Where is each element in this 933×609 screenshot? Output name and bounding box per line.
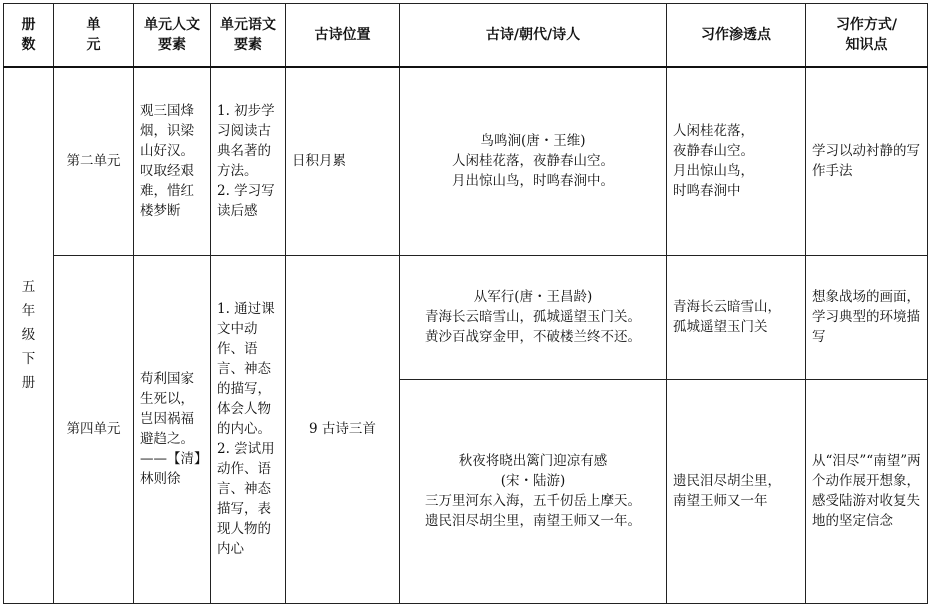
header-writing-method: 习作方式/ 知识点 — [806, 4, 928, 68]
header-theme-language: 单元语文 要素 — [211, 4, 286, 68]
unit-humanity: 观三国烽烟，识梁山好汉。叹取经艰难，惜红楼梦断 — [134, 67, 211, 255]
writing-point: 遗民泪尽胡尘里， 南望王师又一年 — [667, 379, 806, 603]
grade-char: 五 — [21, 279, 36, 296]
poem-info — [400, 67, 667, 255]
header-row — [4, 4, 928, 68]
poem-info — [400, 379, 667, 603]
poem-title: 从军行(唐・王昌龄) — [473, 289, 593, 305]
writing-method: 想象战场的画面，学习典型的环境描写 — [806, 255, 928, 379]
writing-method: 从“泪尽”“南望”两个动作展开想象，感受陆游对收复失地的坚定信念 — [806, 379, 928, 603]
header-unit: 单 元 — [54, 4, 134, 68]
poem-subtitle: (宋・陆游) — [500, 473, 566, 489]
unit-language: 1. 通过课文中动作、语言、神态的描写，体会人物的内心。 2. 尝试用动作、语言、神态描写，表现人物的内心 — [211, 255, 286, 603]
grade-char: 年 — [21, 303, 36, 320]
poem-position: 9 古诗三首 — [286, 255, 400, 603]
header-theme-humanity: 单元人文 要素 — [134, 4, 211, 68]
poem-line: 黄沙百战穿金甲，不破楼兰终不还。 — [425, 329, 641, 345]
unit-language: 1. 初步学习阅读古典名著的方法。 2. 学习写读后感 — [211, 67, 286, 255]
writing-method: 学习以动衬静的写作手法 — [806, 67, 928, 255]
unit-name: 第二单元 — [54, 67, 134, 255]
poem-info — [400, 255, 667, 379]
table-row — [4, 67, 928, 255]
poem-line: 青海长云暗雪山，孤城遥望玉门关。 — [425, 309, 641, 325]
writing-point: 人闲桂花落， 夜静春山空。 月出惊山鸟， 时鸣春涧中 — [667, 67, 806, 255]
grade-cell — [4, 67, 54, 603]
poem-line: 遗民泪尽胡尘里，南望王师又一年。 — [425, 513, 641, 529]
unit-name: 第四单元 — [54, 255, 134, 603]
header-poem-position: 古诗位置 — [286, 4, 400, 68]
poem-title: 鸟鸣涧(唐・王维) — [480, 133, 586, 150]
writing-point: 青海长云暗雪山， 孤城遥望玉门关 — [667, 255, 806, 379]
table-row — [4, 255, 928, 379]
grade-char: 下 — [21, 351, 36, 368]
poem-line: 三万里河东入海，五千仞岳上摩天。 — [425, 493, 641, 509]
unit-humanity: 苟利国家生死以，岂因祸福避趋之。——【清】林则徐 — [134, 255, 211, 603]
header-poem-info: 古诗/朝代/诗人 — [400, 4, 667, 68]
grade-char: 册 — [21, 375, 36, 392]
curriculum-table — [3, 3, 928, 604]
header-book: 册 数 — [4, 4, 54, 68]
poem-line: 人闲桂花落，夜静春山空。 — [452, 153, 614, 170]
poem-title: 秋夜将晓出篱门迎凉有感 — [458, 453, 608, 469]
poem-position: 日积月累 — [286, 67, 400, 255]
header-writing-point: 习作渗透点 — [667, 4, 806, 68]
poem-line: 月出惊山鸟，时鸣春涧中。 — [452, 173, 614, 190]
grade-char: 级 — [21, 327, 36, 344]
